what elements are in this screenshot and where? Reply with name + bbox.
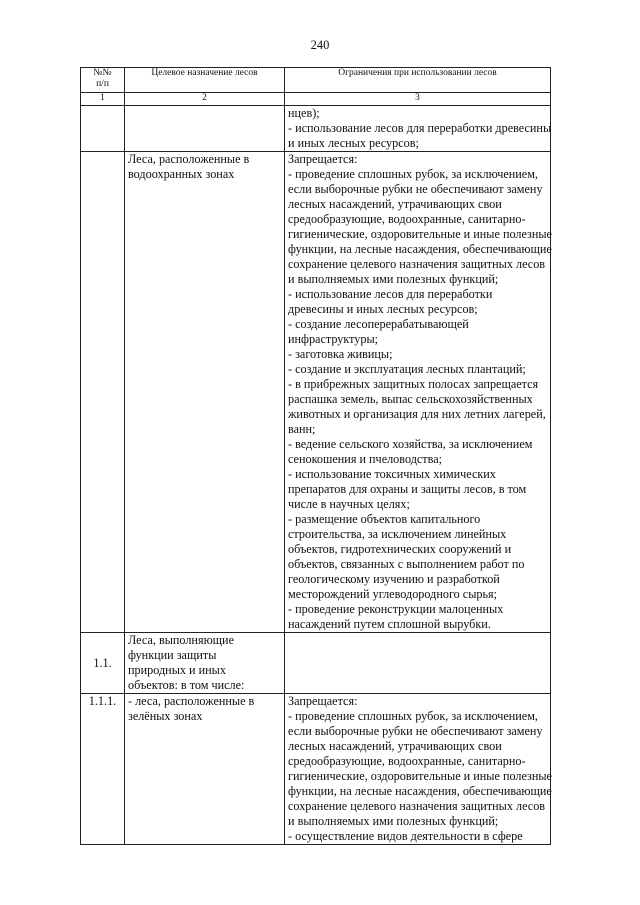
restriction-line: лесных насаждений, утрачивающих свои — [288, 739, 502, 753]
restriction-line: животных и организация для них летних лагерей, — [288, 407, 546, 421]
restriction-line: препаратов для охраны и защиты лесов, в том — [288, 482, 527, 496]
restriction-line: Запрещается: — [288, 152, 358, 166]
purpose-line: Леса, расположенные в — [128, 152, 250, 166]
restriction-line: Запрещается: — [288, 694, 358, 708]
row-number-cell: 1.1.1. — [81, 694, 125, 845]
restriction-line: числе в научных целях; — [288, 497, 410, 511]
restriction-line: лесных насаждений, утрачивающих свои — [288, 197, 502, 211]
restriction-line: - проведение реконструкции малоценных — [288, 602, 504, 616]
header-restrictions: Ограничения при использовании лесов — [285, 68, 551, 93]
purpose-line: - леса, расположенные в — [128, 694, 255, 708]
restriction-line: нцев); — [288, 106, 320, 120]
restriction-line: функции, на лесные насаждения, обеспечивающие — [288, 784, 552, 798]
row-number-cell — [81, 106, 125, 152]
header-num — [81, 68, 125, 93]
column-number-2: 2 — [125, 93, 285, 106]
restriction-line: функции, на лесные насаждения, обеспечивающие — [288, 242, 552, 256]
restriction-line: и иных лесных ресурсов; — [288, 136, 419, 150]
restriction-line: ванн; — [288, 422, 316, 436]
restriction-line: средообразующие, водоохранные, санитарно- — [288, 212, 526, 226]
restriction-line: - использование лесов для переработки — [288, 287, 493, 301]
restriction-line: насаждений путем сплошной вырубки. — [288, 617, 491, 631]
restriction-line: - использование лесов для переработки древесины — [288, 121, 552, 135]
column-number-row — [81, 93, 551, 106]
restriction-line: средообразующие, водоохранные, санитарно- — [288, 754, 526, 768]
restriction-line: - осуществление видов деятельности в сфере — [288, 829, 523, 843]
row-number-cell — [81, 152, 125, 633]
restriction-line: и выполняемых ими полезных функций; — [288, 272, 499, 286]
restriction-line: сохранение целевого назначения защитных лесов — [288, 799, 546, 813]
restrictions-cell — [285, 694, 551, 845]
restriction-line: геологическому изучению и разработкой — [288, 572, 500, 586]
restrictions-cell — [285, 106, 551, 152]
restriction-line: - проведение сплошных рубок, за исключением, — [288, 709, 538, 723]
restriction-line: месторождений углеводородного сырья; — [288, 587, 498, 601]
table-row — [81, 694, 551, 845]
purpose-line: функции защиты — [128, 648, 217, 662]
column-number-1: 1 — [81, 93, 125, 106]
forest-restrictions-table — [80, 67, 551, 845]
restriction-line: и выполняемых ими полезных функций; — [288, 814, 499, 828]
restriction-line: - проведение сплошных рубок, за исключением, — [288, 167, 538, 181]
restriction-line: - ведение сельского хозяйства, за исключением — [288, 437, 533, 451]
restriction-line: - заготовка живицы; — [288, 347, 393, 361]
purpose-cell — [125, 694, 285, 845]
purpose-line: природных и иных — [128, 663, 226, 677]
table-row — [81, 633, 551, 694]
purpose-line: зелёных зонах — [128, 709, 203, 723]
restriction-line: древесины и иных лесных ресурсов; — [288, 302, 478, 316]
page-number: 240 — [310, 38, 330, 52]
restriction-line: - создание и эксплуатация лесных плантаций; — [288, 362, 526, 376]
table-row — [81, 106, 551, 152]
restriction-line: строительства, за исключением линейных — [288, 527, 507, 541]
restriction-line: объектов, гидротехнических сооружений и — [288, 542, 512, 556]
restriction-line: сенокошения и пчеловодства; — [288, 452, 443, 466]
purpose-cell — [125, 633, 285, 694]
restriction-line: - создание лесоперерабатывающей — [288, 317, 469, 331]
restriction-line: сохранение целевого назначения защитных лесов — [288, 257, 546, 271]
table-header-row — [81, 68, 551, 93]
column-number-3: 3 — [285, 93, 551, 106]
header-purpose: Целевое назначение лесов — [125, 68, 285, 93]
purpose-cell — [125, 106, 285, 152]
restriction-line: - размещение объектов капитального — [288, 512, 481, 526]
purpose-line: объектов: в том числе: — [128, 678, 245, 692]
restriction-line: гигиенические, оздоровительные и иные полезные — [288, 769, 552, 783]
restriction-line: - в прибрежных защитных полосах запрещается — [288, 377, 539, 391]
restriction-line: если выборочные рубки не обеспечивают замену — [288, 182, 543, 196]
header-num-line-2: п/п — [96, 79, 109, 89]
restrictions-cell — [285, 152, 551, 633]
purpose-line: Леса, выполняющие — [128, 633, 234, 647]
restriction-line: гигиенические, оздоровительные и иные полезные — [288, 227, 552, 241]
header-num-line-1: №№ — [93, 68, 112, 78]
purpose-cell — [125, 152, 285, 633]
restrictions-cell — [285, 633, 551, 694]
restriction-line: если выборочные рубки не обеспечивают замену — [288, 724, 543, 738]
restriction-line: распашка земель, выпас сельскохозяйственных — [288, 392, 533, 406]
purpose-line: водоохранных зонах — [128, 167, 235, 181]
restriction-line: - использование токсичных химических — [288, 467, 496, 481]
row-number-cell: 1.1. — [81, 633, 125, 694]
restriction-line: инфраструктуры; — [288, 332, 379, 346]
table-row — [81, 152, 551, 633]
restriction-line: объектов, связанных с выполнением работ по — [288, 557, 525, 571]
